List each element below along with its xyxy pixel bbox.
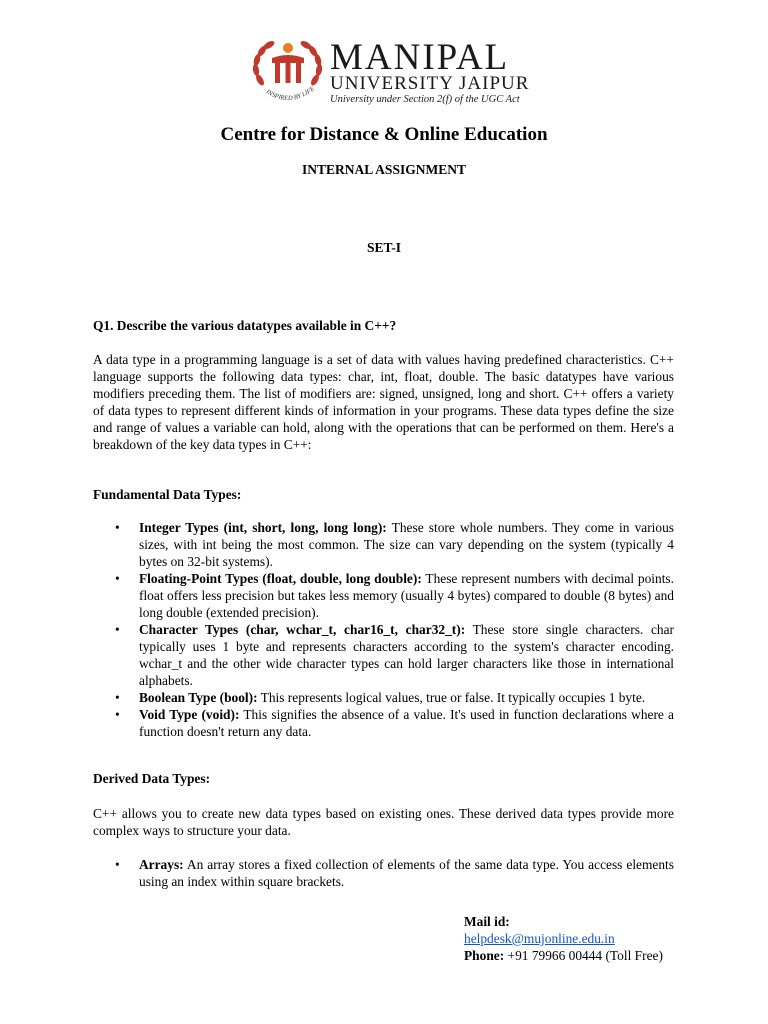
bullet-icon: • [115, 622, 120, 637]
bullet-icon: • [115, 857, 120, 872]
section-heading-fundamental: Fundamental Data Types: [93, 487, 242, 502]
list-item [93, 621, 674, 689]
set-label: SET-I [366, 240, 402, 255]
seal-motto: INSPIRED BY LIFE [264, 85, 317, 103]
email-link[interactable]: helpdesk@mujonline.edu.in [464, 931, 615, 946]
brand-tagline: University under Section 2(f) of the UGC Act [330, 94, 520, 105]
bullet-icon: • [115, 571, 120, 586]
bullet-icon: • [115, 707, 120, 722]
brand-name: MANIPAL [330, 37, 510, 78]
assignment-type: INTERNAL ASSIGNMENT [302, 162, 466, 177]
phone-label: Phone: [464, 948, 505, 963]
list-item [93, 570, 674, 621]
list-item-text: This represents logical values, true or false. It typically occupies 1 byte. [257, 690, 646, 705]
fundamental-types-list [93, 519, 674, 740]
question-heading: Q1. Describe the various datatypes available in C++? [93, 318, 397, 333]
derived-types-list [93, 856, 674, 890]
list-item-term: Arrays: [139, 857, 184, 872]
svg-text:INSPIRED BY LIFE [264, 85, 316, 102]
list-item-text: These store whole numbers. They come in various sizes, with int being the most common. The size can vary depending on the system (typically 4 bytes on 32-bit systems). [139, 520, 674, 569]
intro-paragraph: A data type in a programming language is a set of data with values having predefined characteristics. C++ language supports the following data types: char, int, float, double. The basic datatypes have various modifiers preceding them. The list of modifiers are: signed, unsigned, long and short. C++ offers a variety of data types to represent different kinds of information in your programs. These data types define the size and range of values a variable can hold, along with the operations that can be performed on them. Here's a breakdown of the key data types in C++: [93, 352, 674, 452]
list-item-term: Integer Types (int, short, long, long long): [139, 520, 387, 535]
section-heading-derived: Derived Data Types: [93, 771, 211, 786]
list-item-term: Boolean Type (bool): [139, 690, 258, 705]
list-item [93, 519, 674, 570]
bullet-icon: • [115, 690, 120, 705]
page-title: Centre for Distance & Online Education [220, 124, 548, 145]
phone-number: +91 79966 00444 (Toll Free) [504, 948, 663, 963]
list-item-text: These represent numbers with decimal points. float offers less precision but takes less memory (usually 4 bytes) compared to double (8 bytes) and long double (extended precision). [139, 571, 674, 620]
list-item-text: These store single characters. char typically uses 1 byte and represents characters according to the system's character encoding. wchar_t and the other wide character types can hold larger characters like those in international alphabets. [139, 622, 674, 688]
university-seal-icon [250, 36, 326, 108]
list-item-term: Floating-Point Types (float, double, long double): [139, 571, 422, 586]
contact-footer [464, 913, 679, 964]
list-item-term: Character Types (char, wchar_t, char16_t, char32_t): [139, 622, 466, 637]
derived-paragraph: C++ allows you to create new data types based on existing ones. These derived data types provide more complex ways to structure your data. [93, 806, 674, 838]
list-item [93, 706, 674, 740]
list-item-term: Void Type (void): [139, 707, 240, 722]
brand-subtitle: UNIVERSITY JAIPUR [330, 73, 530, 94]
list-item-text: This signifies the absence of a value. It's used in function declarations where a function doesn't return any data. [139, 707, 674, 739]
university-logo [250, 36, 540, 108]
mail-label: Mail id: [464, 914, 510, 929]
bullet-icon: • [115, 520, 120, 535]
list-item [93, 856, 674, 890]
list-item [93, 689, 674, 706]
list-item-text: An array stores a fixed collection of elements of the same data type. You access elements using an index within square brackets. [139, 857, 674, 889]
